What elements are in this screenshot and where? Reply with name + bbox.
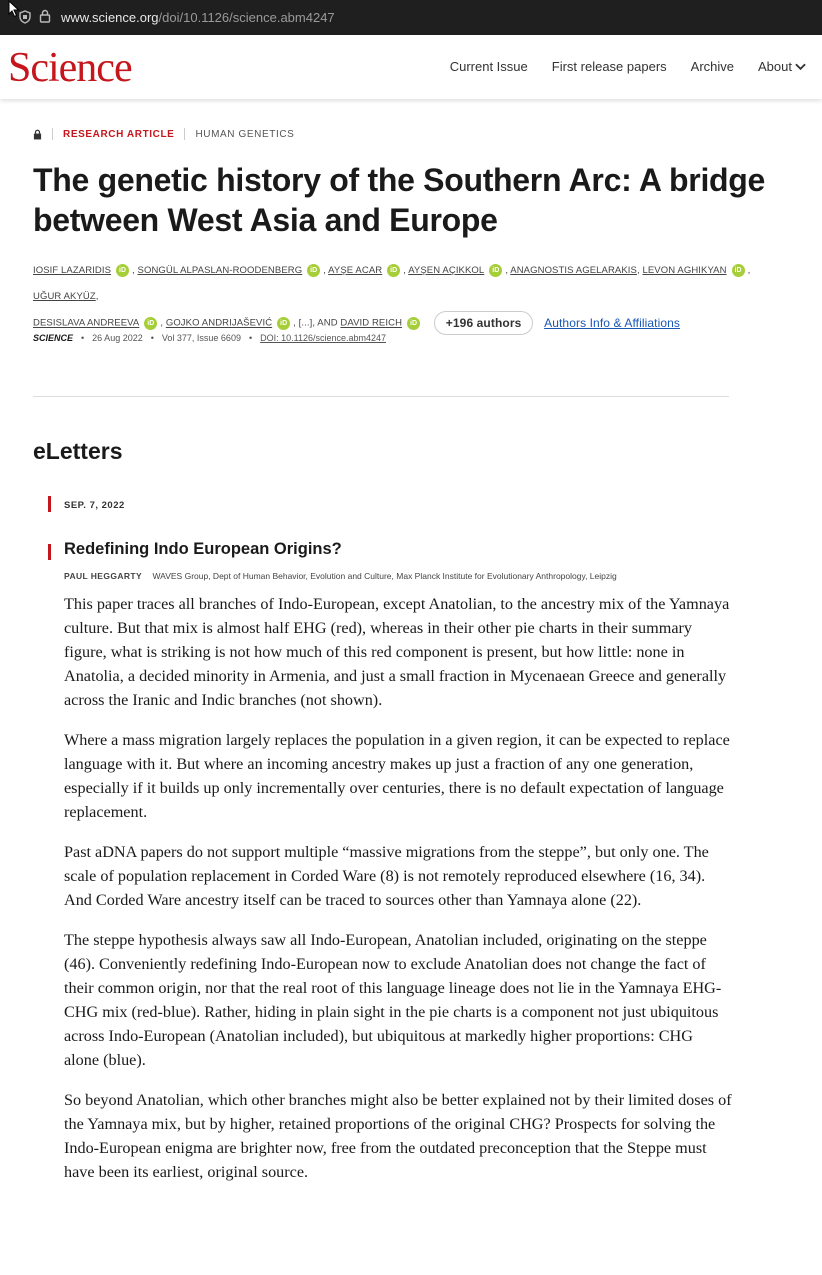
orcid-icon[interactable]: iD (407, 317, 420, 330)
author-link[interactable]: UĞUR AKYÜZ (33, 291, 96, 302)
author-link[interactable]: GOJKO ANDRIJAŠEVIĆ (165, 317, 273, 329)
url-text[interactable] (61, 10, 335, 25)
section-divider (33, 396, 729, 397)
browser-address-bar[interactable] (0, 0, 822, 35)
orcid-icon[interactable]: iD (116, 264, 129, 277)
orcid-icon[interactable]: iD (277, 317, 290, 330)
more-authors-button[interactable]: +196 authors (434, 311, 534, 335)
eletter-author: PAUL HEGGARTY (64, 571, 143, 581)
title-marker (48, 544, 51, 560)
shield-icon[interactable] (19, 10, 31, 24)
article-subject[interactable]: HUMAN GENETICS (195, 128, 295, 140)
citation-line: SCIENCE • 26 Aug 2022 • Vol 377, Issue 6609 • DOI: 10.1126/science.abm4247 (33, 333, 387, 343)
publication-date: 26 Aug 2022 (92, 333, 143, 343)
author-link[interactable]: AYŞEN AÇIKKOL (408, 265, 485, 276)
authors-affiliations-link[interactable]: Authors Info & Affiliations (544, 316, 681, 330)
nav-first-release-papers[interactable]: First release papers (551, 59, 667, 74)
eletters-heading: eLetters (33, 438, 123, 464)
author-link[interactable]: ANAGNOSTIS AGELARAKIS (510, 265, 637, 276)
orcid-icon[interactable]: iD (489, 264, 502, 277)
doi-link[interactable]: DOI: 10.1126/science.abm4247 (260, 333, 387, 343)
science-logo[interactable]: Science (8, 45, 132, 91)
eletter-paragraph: The steppe hypothesis always saw all Indo-European, Anatolian included, originating on the steppe (46). Conveniently redefining Indo-European now to exclude Anatolian does not change the fact of their common origin, nor that the real root of this language lineage does not lie in the Yamnaya EHG-CHG mix (red-blue). Rather, hiding in plain sight in the pie charts is a component not just ubiquitous across Indo-European (Anatolian included), but ubiquitous at markedly higher proportions: CHG alone (blue). (64, 931, 722, 1069)
author-link[interactable]: DAVID REICH (340, 317, 403, 329)
eletter-title: Redefining Indo European Origins? (64, 540, 342, 558)
article-meta (33, 128, 294, 140)
article-title: The genetic history of the Southern Arc: A bridge between West Asia and Europe (33, 162, 766, 238)
lock-icon (33, 129, 42, 140)
eletter-paragraph: So beyond Anatolian, which other branches might also be better explained not by their limited doses of the Yamnaya mix, but by higher, retained proportions of the original CHG? Prospects for solving the Indo-European enigma are brighter now, free from the outdated preconception that the Steppe must have been its earliest, original source. (64, 1091, 732, 1181)
orcid-icon[interactable]: iD (307, 264, 320, 277)
eletter-paragraph: This paper traces all branches of Indo-European, except Anatolian, to the ancestry mix of the Yamnaya culture. But that mix is almost half EHG (red), whereas in their other pie charts in their summary figure, what is striking is not how much of this red component is present, but how little: none in Anatolia, a decided minority in Armenia, and just a small fraction in Mycenaean Greece and generally across the Iranic and Indic branches (not shown). (64, 595, 730, 709)
eletter-affiliation: WAVES Group, Dept of Human Behavior, Evolution and Culture, Max Planck Institute for Evolutionary Anthropology, Leipzig (152, 571, 617, 581)
article-type[interactable]: RESEARCH ARTICLE (63, 128, 175, 140)
orcid-icon[interactable]: iD (144, 317, 157, 330)
author-link[interactable]: LEVON AGHIKYAN (642, 265, 727, 276)
site-header (0, 35, 822, 99)
author-link[interactable]: IOSIF LAZARIDIS (33, 265, 112, 276)
url-path: /doi/10.1126/science.abm4247 (158, 10, 335, 25)
nav-current-issue[interactable]: Current Issue (449, 59, 528, 74)
author-link[interactable]: AYŞE ACAR (328, 265, 383, 276)
author-link[interactable]: DESISLAVA ANDREEVA (33, 317, 140, 329)
date-marker (48, 496, 51, 512)
volume-issue[interactable]: Vol 377, Issue 6609 (161, 333, 241, 343)
eletter-paragraph: Past aDNA papers do not support multiple “massive migrations from the steppe”, but only one. The scale of population replacement in Corded Ware (8) is not remotely reproduced elsewhere (16, 34). And Corded Ware ancestry itself can be traced to sources other than Yamnaya alone (22). (64, 843, 709, 909)
eletter-byline (64, 571, 617, 581)
chevron-down-icon (795, 63, 806, 71)
author-list: IOSIF LAZARIDIS iD , SONGÜL ALPASLAN-ROODENBERG iD , AYŞE ACAR iD , AYŞEN AÇIKKOL iD , ANAGNOSTIS AGELARAKIS, LEVON AGHIKYAN iD , UĞUR AKYÜZ, DESISLAVA ANDREEVA iD , GOJKO ANDRIJAŠEVIĆ iD , [...], AND DAVID REICH iD +196 authors Authors Info & Affiliations (33, 258, 808, 337)
eletter-date: SEP. 7, 2022 (64, 500, 125, 511)
journal-name[interactable]: SCIENCE (33, 333, 74, 343)
main-nav (450, 59, 806, 74)
eletter-body (64, 592, 732, 1200)
url-host: www.science.org (61, 10, 159, 25)
nav-archive[interactable]: Archive (690, 59, 735, 74)
author-link[interactable]: SONGÜL ALPASLAN-ROODENBERG (137, 265, 303, 276)
author-ellipsis: [...], AND (298, 317, 338, 329)
nav-about[interactable] (758, 59, 806, 74)
orcid-icon[interactable]: iD (387, 264, 400, 277)
nav-about-label: About (758, 59, 792, 74)
eletter-paragraph: Where a mass migration largely replaces the population in a given region, it can be expected to replace language with it. But where an incoming ancestry makes up just a fraction of any one generation, especially if it builds up only incrementally over centuries, there is no default expectation of language replacement. (64, 731, 730, 821)
orcid-icon[interactable]: iD (732, 264, 745, 277)
lock-icon[interactable] (39, 9, 51, 23)
